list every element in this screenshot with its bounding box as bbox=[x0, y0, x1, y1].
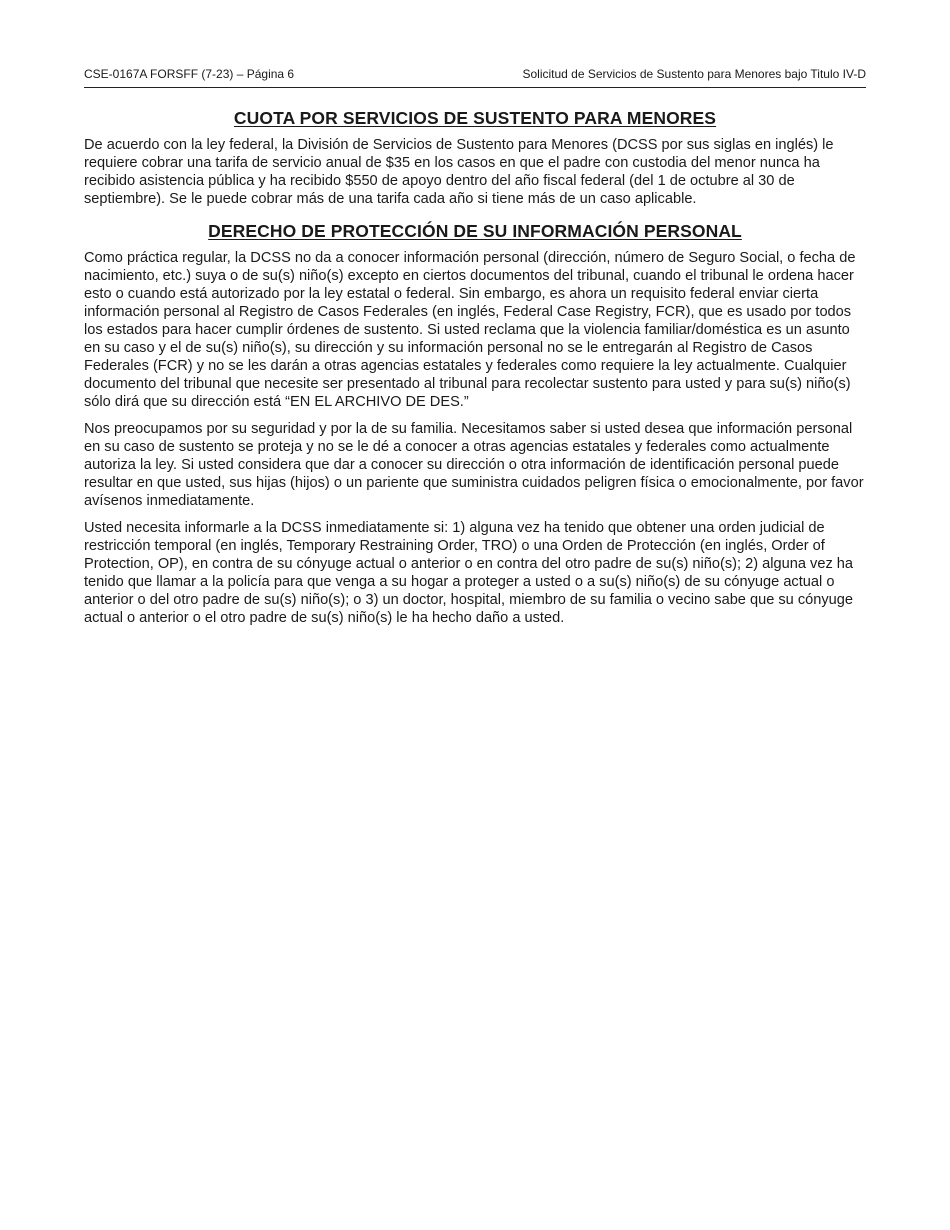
section-service-fee bbox=[84, 107, 866, 208]
form-id: CSE-0167A FORSFF (7-23) – Página 6 bbox=[84, 67, 295, 81]
paragraph: De acuerdo con la ley federal, la División de Servicios de Sustento para Menores (DCSS por sus siglas en inglés) le requiere cobrar una tarifa de servicio anual de $35 en los casos en que el padre con custodia del menor nunca ha recibido asistencia pública y ha recibido $550 de apoyo dentro del año fiscal federal (del 1 de octubre al 30 de septiembre). Se le puede cobrar más de una tarifa cada año si tiene más de un caso aplicable. bbox=[84, 137, 834, 207]
form-title: Solicitud de Servicios de Sustento para Menores bajo Titulo IV-D bbox=[522, 67, 866, 81]
paragraph: Usted necesita informarle a la DCSS inmediatamente si: 1) alguna vez ha tenido que obtener una orden judicial de restricción temporal (en inglés, Temporary Restraining Order, TRO) o una Orden de Protección (en inglés, Order of Protection, OP), en contra de su cónyuge actual o anterior o en contra del otro padre de su(s) niño(s); 2) alguna vez ha tenido que llamar a la policía para que venga a su hogar a proteger a usted o a su(s) niño(s) de su cónyuge actual o anterior o del otro padre de su(s) niño(s); o 3) un doctor, hospital, miembro de su familia o vecino sabe que su cónyuge actual o anterior o el otro padre de su(s) niño(s) le ha hecho daño a usted. bbox=[84, 520, 854, 626]
paragraph: Nos preocupamos por su seguridad y por la de su familia. Necesitamos saber si usted desea que información personal en su caso de sustento se proteja y no se le dé a conocer a otras agencias estatales y federales como actualmente autoriza la ley. Si usted considera que dar a conocer su dirección o otra información de identificación personal puede resultar en que usted, sus hijas (hijos) o un pariente que suministra cuidados peligren física o emocionalmente, por favor avísenos inmediatamente. bbox=[84, 421, 864, 509]
running-header bbox=[84, 67, 866, 88]
section-title: CUOTA POR SERVICIOS DE SUSTENTO PARA MENORES bbox=[233, 108, 717, 128]
section-privacy-rights bbox=[84, 220, 866, 627]
section-title: DERECHO DE PROTECCIÓN DE SU INFORMACIÓN PERSONAL bbox=[208, 221, 742, 241]
paragraph: Como práctica regular, la DCSS no da a conocer información personal (dirección, número de Seguro Social, o fecha de nacimiento, etc.) suya o de su(s) niño(s) excepto en ciertos documentos del tribunal, cuando el tribunal le ordena hacer esto o cuando está autorizado por la ley estatal o federal. Sin embargo, es ahora un requisito federal enviar cierta información personal al Registro de Casos Federales (en inglés, Federal Case Registry, FCR), que es usado por todos los estados para hacer cumplir órdenes de sustento. Si usted reclama que la violencia familiar/doméstica es un asunto en su caso y el de su(s) niño(s), su dirección y su información personal no se le entregarán al Registro de Casos Federales (FCR) y no se les darán a otras agencias estatales y federales como requiere la ley actualmente. Cualquier documento del tribunal que necesite ser presentado al tribunal para recolectar sustento para usted y para su(s) niño(s) sólo dirá que su dirección está “EN EL ARCHIVO DE DES.” bbox=[84, 250, 856, 410]
page-content bbox=[84, 107, 866, 627]
